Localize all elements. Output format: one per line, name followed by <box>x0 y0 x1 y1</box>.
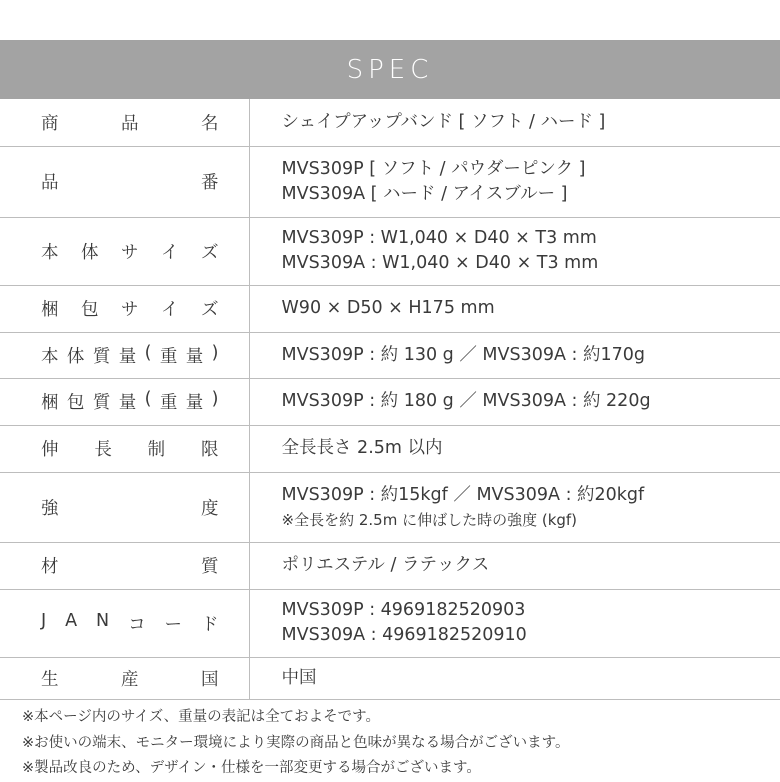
spec-label-char: 名 <box>201 110 219 135</box>
spec-value-line: MVS309P : 約 130 g ／ MVS309A : 約170g <box>282 343 780 368</box>
spec-label-char: 長 <box>94 436 112 461</box>
spec-row <box>0 378 780 425</box>
spec-label-char: 品 <box>41 169 59 194</box>
spec-value-line: MVS309P : 4969182520903 <box>282 598 780 623</box>
spec-label-char: A <box>65 611 77 636</box>
spec-value-line: MVS309A : W1,040 × D40 × T3 mm <box>282 251 780 276</box>
spec-label-char: ( <box>145 389 152 414</box>
spec-label <box>0 378 249 425</box>
spec-label <box>0 657 249 699</box>
spec-label <box>0 217 249 285</box>
spec-value-line: 中国 <box>282 666 780 691</box>
spec-label-char: 重 <box>160 343 178 368</box>
spec-value-note: ※全長を約 2.5m に伸ばした時の強度 (kgf) <box>282 508 780 532</box>
spec-label-char: 量 <box>119 389 137 414</box>
spec-value-line: シェイプアップバンド [ ソフト / ハード ] <box>282 110 780 135</box>
spec-label-char: 質 <box>93 389 111 414</box>
spec-label-char: ー <box>165 611 183 636</box>
note-line: ※本ページ内のサイズ、重量の表記は全ておよそです。 <box>22 705 570 731</box>
spec-label <box>0 332 249 378</box>
spec-row <box>0 99 780 146</box>
spec-label-char: J <box>41 611 46 636</box>
spec-value <box>249 285 780 332</box>
spec-label-char: コ <box>128 611 146 636</box>
spec-label-text <box>41 389 219 414</box>
spec-label-text <box>41 611 219 636</box>
spec-label-char: 量 <box>186 389 204 414</box>
spec-label <box>0 99 249 146</box>
spec-label <box>0 425 249 472</box>
spec-value <box>249 99 780 146</box>
spec-label-text <box>41 296 219 321</box>
spec-value-line: MVS309A : 4969182520910 <box>282 623 780 648</box>
spec-row <box>0 542 780 589</box>
spec-label-char: サ <box>121 296 139 321</box>
spec-row <box>0 285 780 332</box>
spec-row <box>0 146 780 217</box>
spec-row <box>0 472 780 542</box>
spec-label-char: 梱 <box>41 389 59 414</box>
spec-label-text <box>41 553 219 578</box>
spec-value <box>249 657 780 699</box>
spec-value <box>249 332 780 378</box>
spec-label-char: 梱 <box>41 296 59 321</box>
spec-label-char: 度 <box>201 495 219 520</box>
note-line: ※製品改良のため、デザイン・仕様を一部変更する場合がございます。 <box>22 756 570 782</box>
spec-value-line: 全長長さ 2.5m 以内 <box>282 436 780 461</box>
notes <box>22 705 570 782</box>
spec-value-line: MVS309P : 約15kgf ／ MVS309A : 約20kgf <box>282 483 780 508</box>
spec-label-char: 重 <box>160 389 178 414</box>
spec-label-char: 品 <box>121 110 139 135</box>
spec-label-char: 体 <box>81 239 99 264</box>
spec-value-line: MVS309P : W1,040 × D40 × T3 mm <box>282 226 780 251</box>
spec-label-char: 材 <box>41 553 59 578</box>
spec-value-line: MVS309P [ ソフト / パウダーピンク ] <box>282 157 780 182</box>
spec-label-text <box>41 436 219 461</box>
spec-row <box>0 589 780 657</box>
spec-header <box>0 40 780 99</box>
spec-label-char: 本 <box>41 239 59 264</box>
spec-label-text <box>41 169 219 194</box>
spec-label-char: ド <box>201 611 219 636</box>
spec-label-char: 限 <box>201 436 219 461</box>
spec-label-char: ) <box>212 389 219 414</box>
spec-label-char: 質 <box>93 343 111 368</box>
spec-label-char: 量 <box>119 343 137 368</box>
spec-label-char: 制 <box>148 436 166 461</box>
spec-label-char: 本 <box>41 343 59 368</box>
spec-label-char: 体 <box>67 343 85 368</box>
spec-label-char: ) <box>212 343 219 368</box>
spec-label-char: ( <box>145 343 152 368</box>
spec-label-char: イ <box>161 296 179 321</box>
spec-label-char: イ <box>161 239 179 264</box>
spec-label-char: 伸 <box>41 436 59 461</box>
spec-label <box>0 285 249 332</box>
spec-label-text <box>41 110 219 135</box>
spec-label <box>0 472 249 542</box>
spec-label-char: 質 <box>201 553 219 578</box>
spec-label-char: 産 <box>121 666 139 691</box>
spec-row <box>0 657 780 699</box>
spec-value <box>249 542 780 589</box>
spec-label-char: 生 <box>41 666 59 691</box>
spec-title: SPEC <box>347 55 434 85</box>
spec-value-line: ポリエステル / ラテックス <box>282 553 780 578</box>
spec-value <box>249 589 780 657</box>
spec-label-char: 強 <box>41 495 59 520</box>
spec-value <box>249 425 780 472</box>
spec-label-char: 番 <box>201 169 219 194</box>
note-line: ※お使いの端末、モニター環境により実際の商品と色味が異なる場合がございます。 <box>22 731 570 757</box>
spec-value <box>249 217 780 285</box>
spec-label-text <box>41 343 219 368</box>
spec-label-char: N <box>96 611 109 636</box>
spec-label-text <box>41 239 219 264</box>
spec-label-text <box>41 666 219 691</box>
spec-value <box>249 472 780 542</box>
spec-value-line: MVS309A [ ハード / アイスブルー ] <box>282 182 780 207</box>
spec-value <box>249 146 780 217</box>
spec-table <box>0 99 780 700</box>
spec-label-char: 商 <box>41 110 59 135</box>
spec-label <box>0 589 249 657</box>
spec-label-text <box>41 495 219 520</box>
spec-label-char: ズ <box>201 239 219 264</box>
spec-label <box>0 146 249 217</box>
spec-row <box>0 425 780 472</box>
spec-label-char: 量 <box>186 343 204 368</box>
spec-row <box>0 332 780 378</box>
spec-label-char: サ <box>121 239 139 264</box>
spec-label-char: 包 <box>67 389 85 414</box>
spec-value <box>249 378 780 425</box>
spec-row <box>0 217 780 285</box>
spec-label-char: 国 <box>201 666 219 691</box>
spec-label-char: 包 <box>81 296 99 321</box>
spec-value-line: W90 × D50 × H175 mm <box>282 296 780 321</box>
spec-value-line: MVS309P : 約 180 g ／ MVS309A : 約 220g <box>282 389 780 414</box>
spec-label <box>0 542 249 589</box>
spec-label-char: ズ <box>201 296 219 321</box>
